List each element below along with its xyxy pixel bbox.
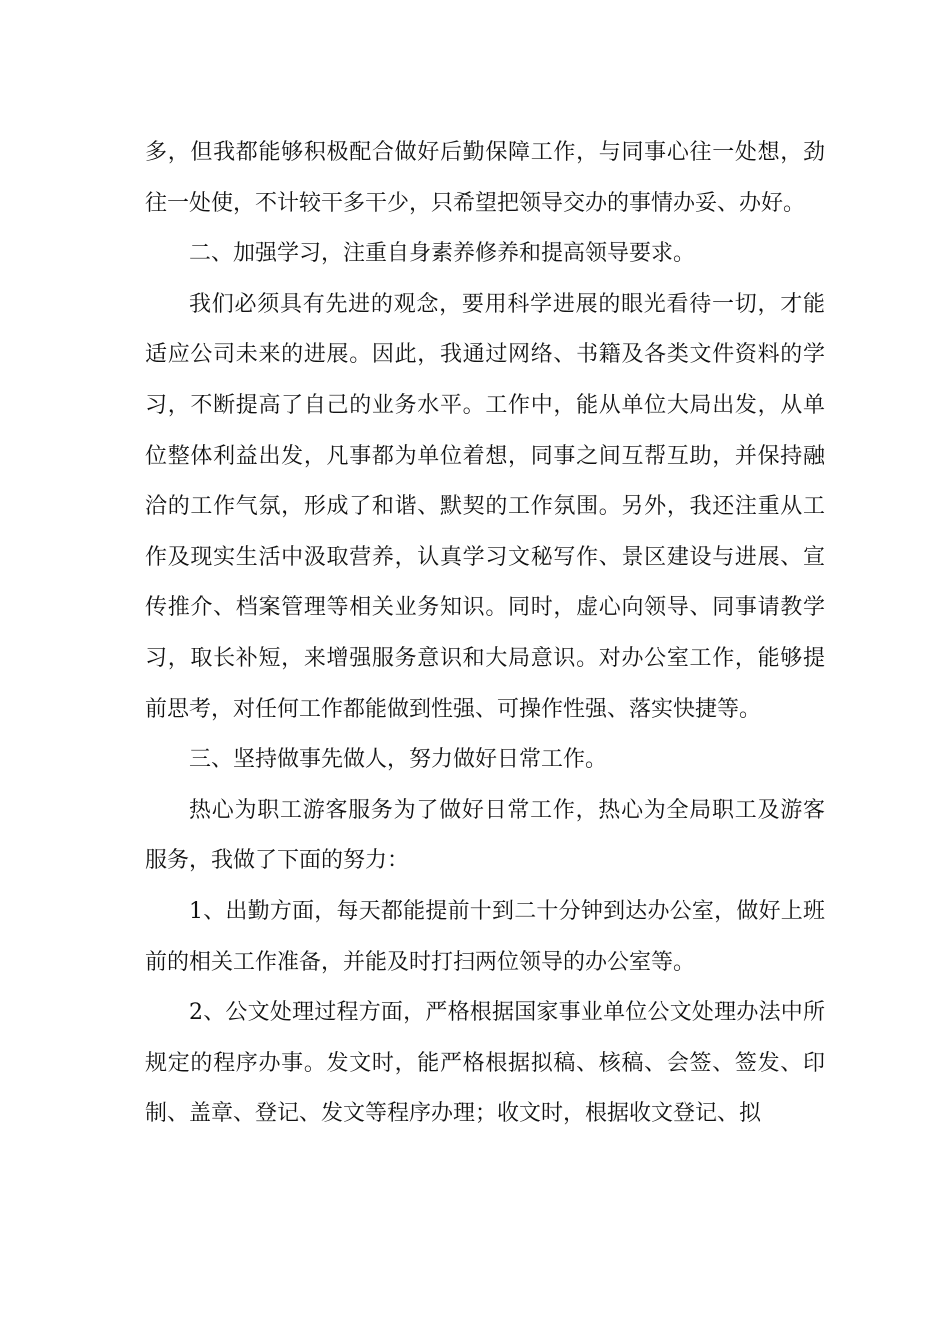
paragraph-continuation: 多，但我都能够积极配合做好后勤保障工作，与同事心往一处想，劲往一处使，不计较干多干少，只希望把领导交办的事情办妥、办好。 [145, 140, 825, 216]
document-body [145, 128, 825, 1140]
paragraph-service: 热心为职工游客服务为了做好日常工作，热心为全局职工及游客服务，我做了下面的努力： [145, 797, 825, 874]
paragraph-item-1: 1、出勤方面，每天都能提前十到二十分钟到达办公室，做好上班前的相关工作准备，并能及时打扫两位领导的办公室等。 [145, 898, 825, 975]
section-heading-three: 三、坚持做事先做人，努力做好日常工作。 [189, 747, 608, 773]
section-heading-two: 二、加强学习，注重自身素养修养和提高领导要求。 [189, 241, 696, 267]
paragraph-study: 我们必须具有先进的观念，要用科学进展的眼光看待一切，才能适应公司未来的进展。因此，我通过网络、书籍及各类文件资料的学习，不断提高了自己的业务水平。工作中，能从单位大局出发，从单位整体利益出发，凡事都为单位着想，同事之间互帮互助，并保持融洽的工作气氛，形成了和谐、默契的工作氛围。另外，我还注重从工作及现实生活中汲取营养，认真学习文秘写作、景区建设与进展、宣传推介、档案管理等相关业务知识。同时，虚心向领导、同事请教学习，取长补短，来增强服务意识和大局意识。对办公室工作，能够提前思考，对任何工作都能做到性强、可操作性强、落实快捷等。 [145, 291, 825, 722]
paragraph-item-2: 2、公文处理过程方面，严格根据国家事业单位公文处理办法中所规定的程序办事。发文时，能严格根据拟稿、核稿、会签、签发、印制、盖章、登记、发文等程序办理；收文时，根据收文登记、拟 [145, 1000, 825, 1127]
